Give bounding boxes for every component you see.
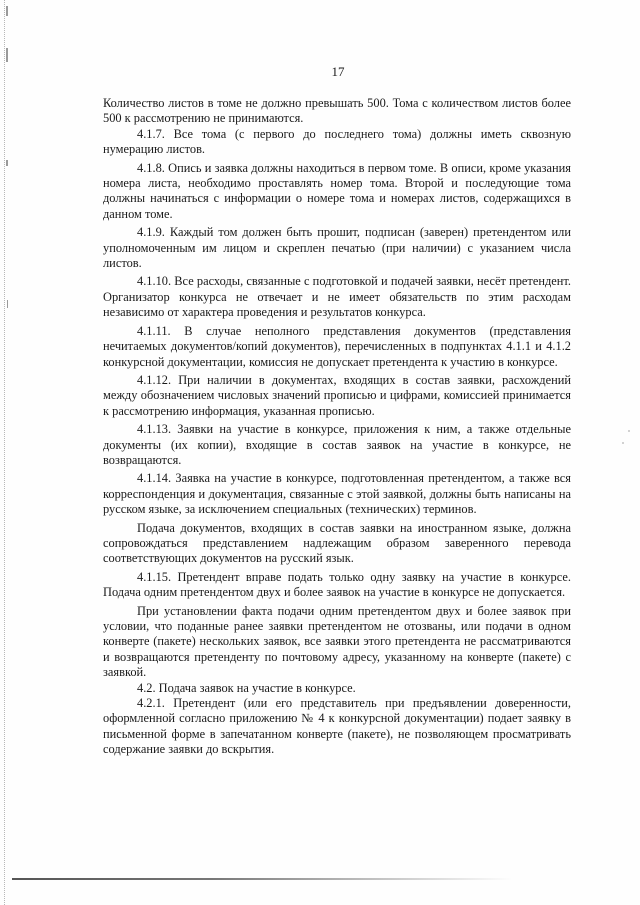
paragraph-4-2-1: 4.2.1. Претендент (или его представитель при предъявлении доверенности, оформленной согласно приложению № 4 к конкурсной документации) подает заявку в письменной форме в запечатанном конверте (пакете), не позволяющем просматривать содержание заявки до вскрытия. [103,696,571,757]
paragraph-4-1-14: 4.1.14. Заявка на участие в конкурсе, подготовленная претендентом, а также вся корреспонденция и документация, связанные с этой заявкой, должны быть написаны на русском языке, за исключением специальных (технических) терминов. [103,471,571,517]
paragraph-duplicate-applications: При установлении факта подачи одним претендентом двух и более заявок при условии, что поданные ранее заявки претендентом не отозваны, или подачи в одном конверте (пакете) нескольких заявок, все заявки этого претендента не рассматриваются и возвращаются претенденту по почтовому адресу, указанному на конверте (пакете) с заявкой. [103,603,571,680]
paragraph-4-1-13: 4.1.13. Заявки на участие в конкурсе, приложения к ним, а также отдельные документы (их копии), входящие в состав заявок на участие в конкурсе, не возвращаются. [103,422,571,467]
scan-mark [6,48,8,62]
paragraph-4-1-8: 4.1.8. Опись и заявка должны находиться в первом томе. В описи, кроме указания номера листа, необходимо проставлять номер тома. Второй и последующие тома должны начинаться с информации о номере тома и номерах листов, содержащихся в данном томе. [103,160,571,221]
document-body [103,96,571,758]
scan-speck [628,430,630,432]
scan-speck [622,442,624,444]
paragraph-4-1-12: 4.1.12. При наличии в документах, входящих в состав заявки, расхождений между обозначением числовых значений прописью и цифрами, комиссией принимается к рассмотрению информация, указанная прописью. [103,372,571,418]
paragraph: Количество листов в томе не должно превышать 500. Тома с количеством листов более 500 к рассмотрению не принимаются. [103,96,571,126]
paragraph-4-1-7: 4.1.7. Все тома (с первого до последнего тома) должны иметь сквозную нумерацию листов. [103,126,571,157]
paragraph-4-1-9: 4.1.9. Каждый том должен быть прошит, подписан (заверен) претендентом или уполномоченным им лицом и скреплен печатью (при наличии) с указанием числа листов. [103,225,571,271]
page-number: 17 [331,64,345,79]
scan-mark [6,160,8,166]
scan-mark [6,6,8,16]
paragraph-4-1-11: 4.1.11. В случае неполного представления документов (представления нечитаемых документов/копий документов), перечисленных в подпунктах 4.1.1 и 4.1.2 конкурсной документации, комиссия не допускает претендента к участию в конкурсе. [103,323,571,369]
paragraph-foreign-language: Подача документов, входящих в состав заявки на иностранном языке, должна сопровождаться представлением надлежащим образом заверенного перевода соответствующих документов на русский язык. [103,520,571,566]
scan-bottom-edge [12,878,512,880]
scan-left-edge [4,0,6,905]
paragraph-4-1-15: 4.1.15. Претендент вправе подать только одну заявку на участие в конкурсе. Подача одним претендентом двух и более заявок на участие в конкурсе не допускается. [103,569,571,600]
paragraph-4-1-10: 4.1.10. Все расходы, связанные с подготовкой и подачей заявки, несёт претендент. Организатор конкурса не отвечает и не имеет обязательств по этим расходам независимо от характера проведения и результатов конкурса. [103,274,571,320]
scan-mark [7,300,8,308]
section-heading-4-2: 4.2. Подача заявок на участие в конкурсе. [137,680,356,695]
